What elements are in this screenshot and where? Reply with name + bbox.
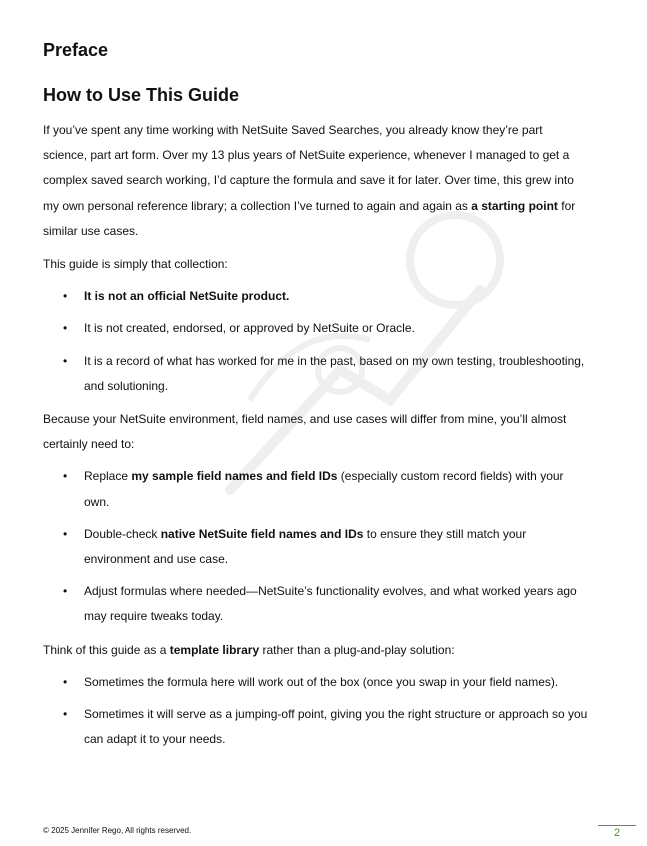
list-item-text: Adjust formulas where needed—NetSuite’s functionality evolves, and what worked years ago may require tweaks today. — [84, 584, 577, 624]
template-list — [43, 670, 588, 753]
document-content — [43, 38, 588, 752]
page-heading: Preface — [43, 40, 109, 60]
list-item — [43, 464, 588, 514]
list-item — [43, 522, 588, 572]
template-text-end: rather than a plug-and-play solution: — [259, 642, 455, 657]
list-item — [43, 316, 588, 341]
list-item-text: to ensure they still match your environment and use case. — [84, 526, 527, 567]
collection-list — [43, 284, 588, 399]
bullet-icon: • — [63, 707, 68, 722]
template-intro — [43, 638, 588, 663]
bullet-icon: • — [63, 526, 68, 541]
difference-list — [43, 464, 588, 629]
bullet-icon: • — [63, 674, 68, 689]
list-item-text: It is a record of what has worked for me in the past, based on my own testing, troubleshooting, and solutioning. — [84, 353, 585, 393]
list-item — [43, 579, 588, 629]
intro-bold: a starting point — [471, 198, 558, 213]
list-item-bold: It is not an official NetSuite product. — [84, 289, 290, 304]
list-item — [43, 670, 588, 695]
bullet-icon: • — [63, 321, 68, 336]
footer-divider — [598, 825, 636, 826]
page-number: 2 — [613, 827, 621, 839]
bullet-icon: • — [63, 584, 68, 599]
list-item-text: Sometimes the formula here will work out of the box (once you swap in your field names). — [84, 674, 559, 689]
collection-intro: This guide is simply that collection: — [43, 257, 228, 272]
intro-text: If you’ve spent any time working with NetSuite Saved Searches, you already know they’re part science, part art form. Over my 13 plus years of NetSuite experience, whenever I managed to get a complex saved search working, I’d capture the formula and save it for later. Over time, this grew into my own personal reference library; a collection I’ve turned to again and again as — [43, 123, 574, 213]
list-item-text: Replace — [84, 469, 132, 484]
list-item — [43, 702, 588, 752]
bullet-icon: • — [63, 289, 68, 304]
list-item-text: Double-check — [84, 526, 161, 541]
bullet-icon: • — [63, 353, 68, 368]
list-item-bold: my sample field names and field IDs — [131, 469, 338, 484]
template-text: Think of this guide as a — [43, 642, 170, 657]
footer-copyright: © 2025 Jennifer Rego, All rights reserved. — [43, 826, 192, 835]
list-item-text: It is not created, endorsed, or approved by NetSuite or Oracle. — [84, 321, 415, 336]
intro-text-end: for similar use cases. — [43, 198, 576, 238]
intro-paragraph — [43, 118, 588, 244]
list-item — [43, 349, 588, 399]
difference-intro: Because your NetSuite environment, field names, and use cases will differ from mine, you’ll almost certainly need to: — [43, 412, 567, 452]
template-bold: template library — [169, 642, 260, 657]
bullet-icon: • — [63, 469, 68, 484]
list-item — [43, 284, 588, 309]
list-item-text: Sometimes it will serve as a jumping-off point, giving you the right structure or approach so you can adapt it to your needs. — [84, 707, 588, 747]
list-item-text: (especially custom record fields) with your own. — [84, 469, 564, 509]
list-item-bold: native NetSuite field names and IDs — [160, 526, 364, 541]
section-title: How to Use This Guide — [43, 85, 240, 105]
